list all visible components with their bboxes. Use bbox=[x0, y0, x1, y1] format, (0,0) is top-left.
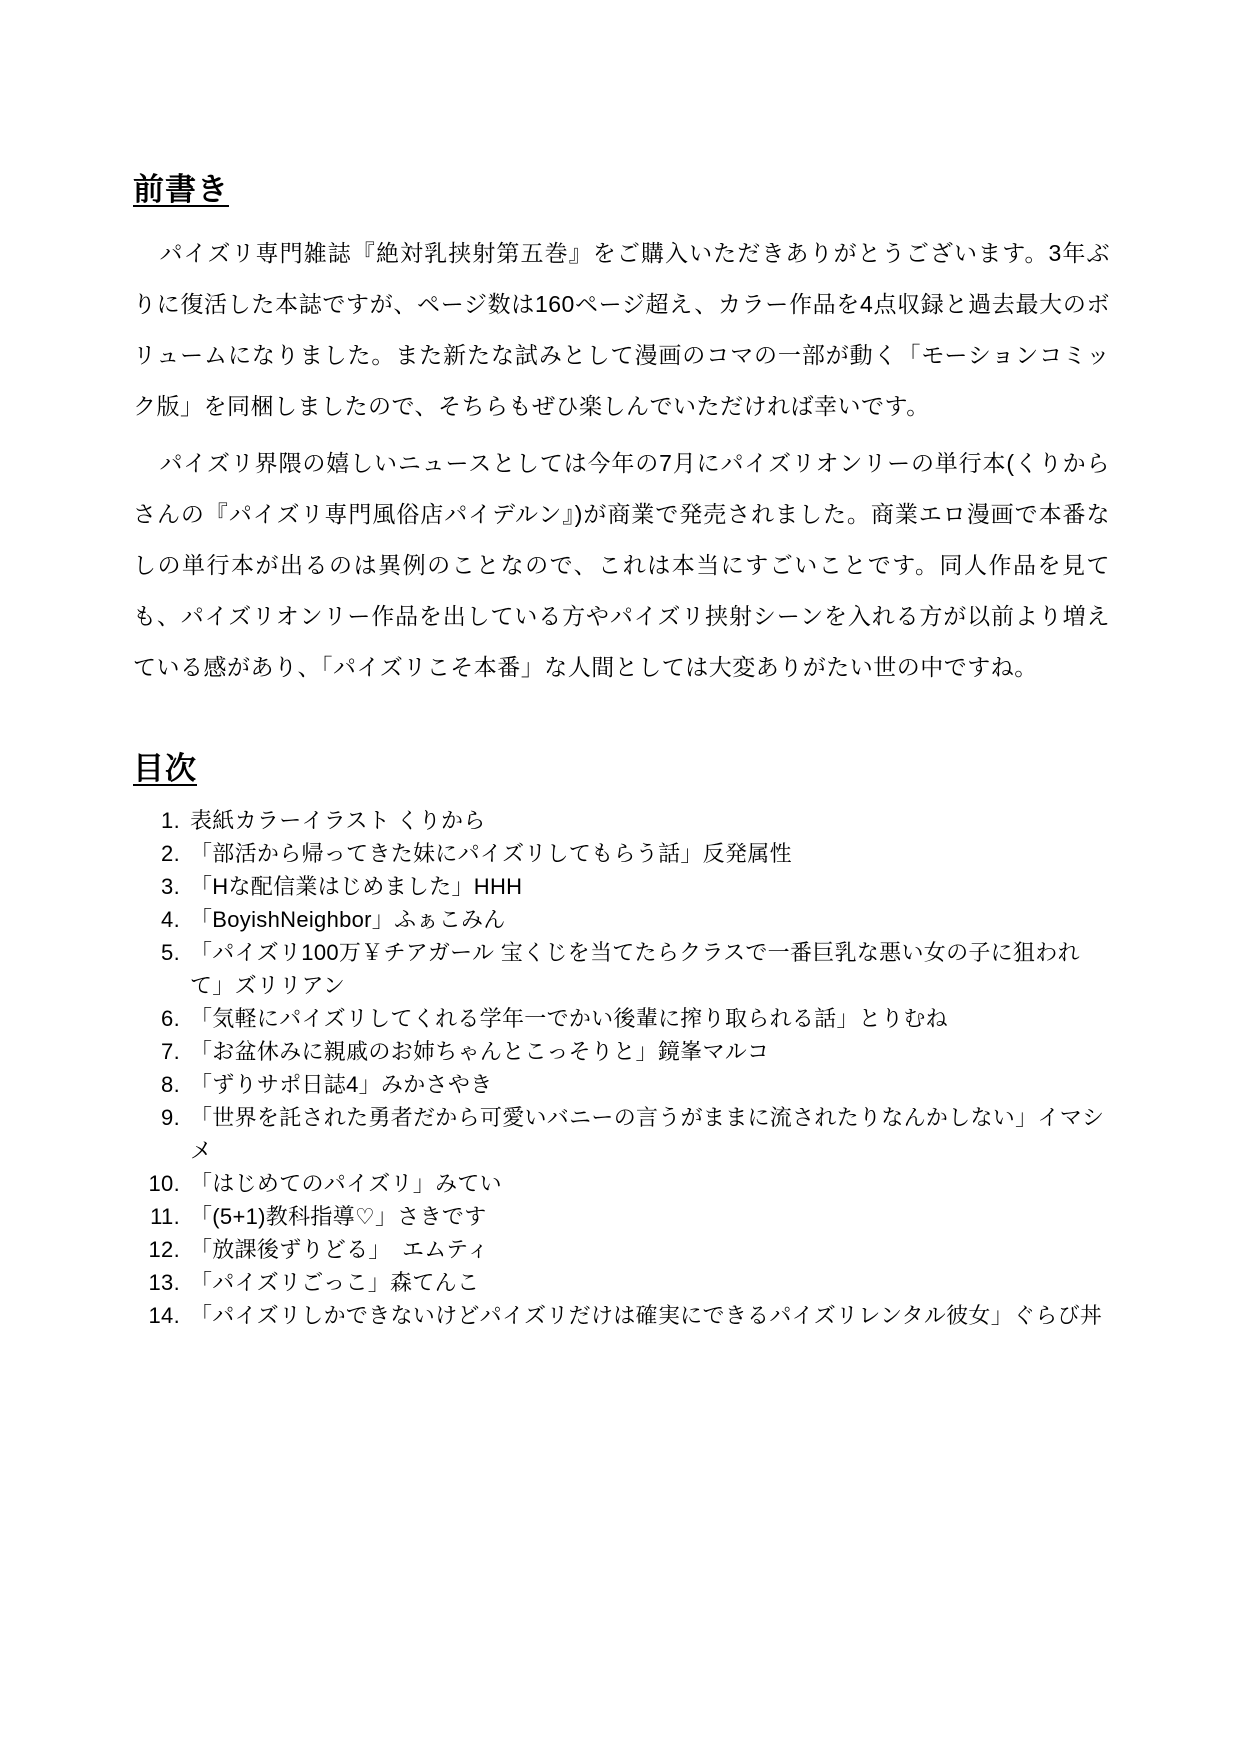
toc-item-title: 「(5+1)教科指導♡」さきです bbox=[190, 1203, 487, 1229]
toc-item-title: 「パイズリしかできないけどパイズリだけは確実にできるパイズリレンタル彼女」ぐらび丼 bbox=[190, 1302, 1103, 1328]
toc-item-number: 9. bbox=[161, 1104, 180, 1130]
toc-item bbox=[133, 1167, 1110, 1200]
toc-item-title: 「世界を託された勇者だから可愛いバニーの言うがままに流されたりなんかしない」イマシメ bbox=[190, 1104, 1105, 1163]
toc-item bbox=[133, 1002, 1110, 1035]
toc-item-number: 13. bbox=[148, 1269, 180, 1295]
toc-item bbox=[133, 1200, 1110, 1233]
toc-list bbox=[133, 804, 1110, 1332]
toc-item-number: 2. bbox=[161, 840, 180, 866]
toc-item-number: 1. bbox=[161, 807, 180, 833]
toc-item bbox=[133, 903, 1110, 936]
preface-paragraph: パイズリ界隈の嬉しいニュースとしては今年の7月にパイズリオンリーの単行本(くりからさんの『パイズリ専門風俗店パイデルン』)が商業で発売されました。商業エロ漫画で本番なしの単行本が出るのは異例のことなので、これは本当にすごいことです。同人作品を見ても、パイズリオンリー作品を出している方やパイズリ挟射シーンを入れる方が以前より増えている感があり、「パイズリこそ本番」な人間としては大変ありがたい世の中ですね。 bbox=[133, 450, 1110, 681]
toc-item bbox=[133, 1299, 1110, 1332]
toc-item-title: 「BoyishNeighbor」ふぁこみん bbox=[190, 906, 506, 932]
toc-item-title: 「パイズリ100万￥チアガール 宝くじを当てたらクラスで一番巨乳な悪い女の子に狙われて」ズリリアン bbox=[190, 939, 1080, 998]
toc-item bbox=[133, 1233, 1110, 1266]
toc-item-number: 3. bbox=[161, 873, 180, 899]
toc-item-number: 6. bbox=[161, 1005, 180, 1031]
toc-heading: 目次 bbox=[133, 751, 197, 787]
toc-item-number: 8. bbox=[161, 1071, 180, 1097]
toc-item-title: 「パイズリごっこ」森てんこ bbox=[190, 1269, 480, 1295]
toc-item-number: 11. bbox=[150, 1203, 180, 1229]
toc-item-title: 「お盆休みに親戚のお姉ちゃんとこっそりと」鏡峯マルコ bbox=[190, 1038, 770, 1064]
toc-item-title: 「部活から帰ってきた妹にパイズリしてもらう話」反発属性 bbox=[190, 840, 792, 866]
toc-item bbox=[133, 837, 1110, 870]
toc-item-number: 14. bbox=[148, 1302, 180, 1328]
preface-heading: 前書き bbox=[133, 172, 229, 207]
toc-item-number: 10. bbox=[148, 1170, 180, 1196]
preface-paragraph: パイズリ専門雑誌『絶対乳挟射第五巻』をご購入いただきありがとうございます。3年ぶりに復活した本誌ですが、ページ数は160ページ超え、カラー作品を4点収録と過去最大のボリュームになりました。また新たな試みとして漫画のコマの一部が動く「モーションコミック版」を同梱しましたので、そちらもぜひ楽しんでいただければ幸いです。 bbox=[133, 240, 1110, 420]
toc-item-title: 「ずりサポ日誌4」みかさやき bbox=[190, 1071, 493, 1097]
toc-item-number: 7. bbox=[161, 1038, 180, 1064]
toc-item-title: 「放課後ずりどる」 エムティ bbox=[190, 1236, 490, 1262]
toc-item bbox=[133, 1101, 1110, 1167]
toc-item-title: 表紙カラーイラスト くりから bbox=[190, 807, 486, 833]
toc-item bbox=[133, 870, 1110, 903]
toc-item-title: 「気軽にパイズリしてくれる学年一でかい後輩に搾り取られる話」とりむね bbox=[190, 1005, 948, 1031]
toc-item bbox=[133, 804, 1110, 837]
toc-item bbox=[133, 1035, 1110, 1068]
toc-item-number: 12. bbox=[148, 1236, 180, 1262]
toc-item-title: 「Hな配信業はじめました」HHH bbox=[190, 873, 523, 899]
toc-item bbox=[133, 936, 1110, 1002]
toc-item-number: 4. bbox=[161, 906, 180, 932]
toc-item-title: 「はじめてのパイズリ」みてい bbox=[190, 1170, 502, 1196]
toc-item-number: 5. bbox=[161, 939, 180, 965]
toc-item bbox=[133, 1068, 1110, 1101]
toc-item bbox=[133, 1266, 1110, 1299]
